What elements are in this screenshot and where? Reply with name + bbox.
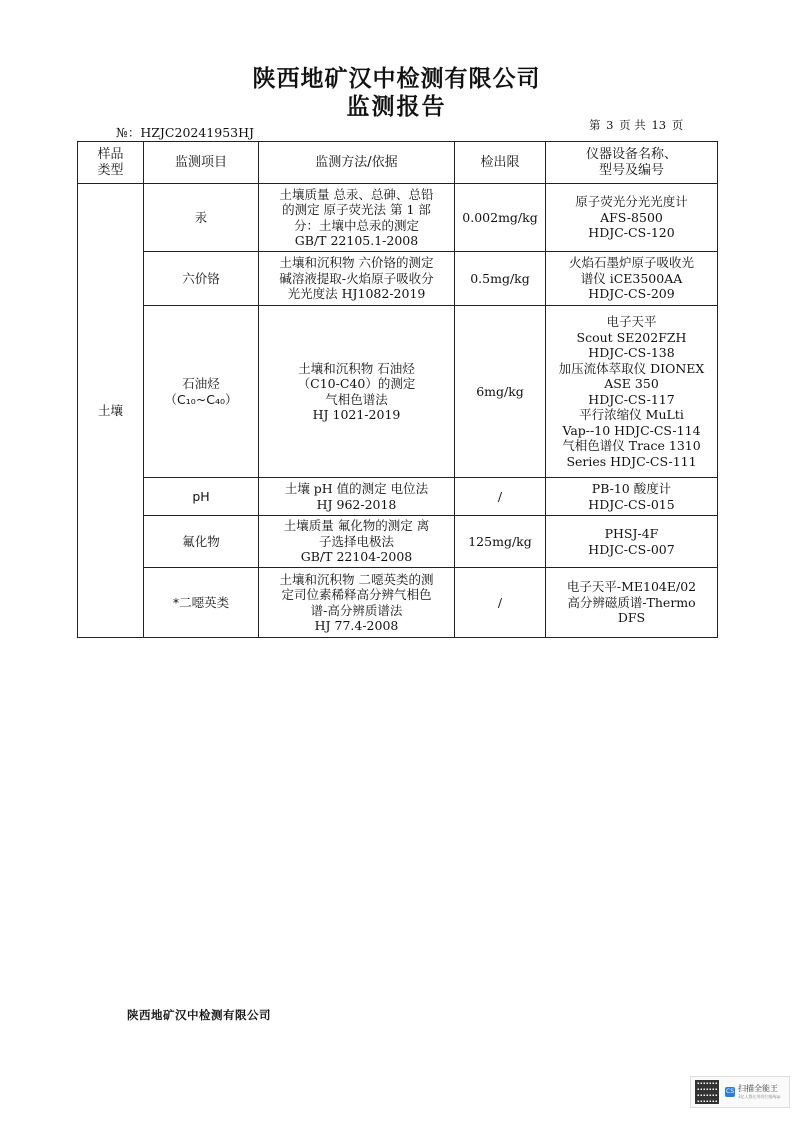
monitoring-method-table xyxy=(77,141,718,638)
method-cell-line: （C10-C40）的测定 xyxy=(297,376,416,391)
item-cell-line: 石油烃 xyxy=(182,376,220,391)
method-cell-line: 分：土壤中总汞的测定 xyxy=(293,217,419,233)
qr-code-icon xyxy=(695,1080,719,1104)
instrument-cell-line: HDJC-CS-015 xyxy=(588,496,675,512)
table-row xyxy=(78,184,718,252)
method-cell-line: HJ 1021-2019 xyxy=(312,407,401,422)
report-title: 监测报告 xyxy=(346,94,447,120)
table-row xyxy=(78,478,718,516)
limit-cell: 0.5mg/kg xyxy=(455,252,546,306)
item-cell-line: 六价铬 xyxy=(182,270,220,286)
table-row xyxy=(78,516,718,568)
company-name: 陕西地矿汉中检测有限公司 xyxy=(252,66,541,92)
method-cell xyxy=(259,478,455,516)
report-number: №：HZJC20241953HJ xyxy=(116,125,255,140)
instrument-cell xyxy=(546,568,718,638)
instrument-cell xyxy=(546,306,718,478)
header-item: 监测项目 xyxy=(144,142,259,184)
instrument-cell-line: 高分辨磁质谱-Thermo xyxy=(567,594,696,610)
scanner-watermark xyxy=(690,1076,790,1108)
item-cell-line: （C₁₀~C₄₀） xyxy=(164,391,238,407)
instrument-cell xyxy=(546,252,718,306)
method-cell-line: 碱溶液提取-火焰原子吸收分 xyxy=(279,270,434,286)
method-cell-line: HJ 77.4-2008 xyxy=(314,618,399,633)
instrument-cell-line: PHSJ-4F xyxy=(604,526,659,541)
instrument-cell xyxy=(546,478,718,516)
item-cell xyxy=(144,568,259,638)
method-cell xyxy=(259,516,455,568)
item-cell xyxy=(144,252,259,306)
limit-cell: / xyxy=(455,568,546,638)
method-cell xyxy=(259,252,455,306)
method-cell-line: 土壤和沉积物 石油烃 xyxy=(298,360,415,376)
item-cell xyxy=(144,478,259,516)
method-cell-line: 定司位素稀释高分辨气相色 xyxy=(281,587,432,602)
instrument-cell-line: ASE 350 xyxy=(604,376,659,391)
instrument-cell xyxy=(546,184,718,252)
instrument-cell-line: HDJC-CS-138 xyxy=(588,345,675,360)
instrument-cell-line: 火焰石墨炉原子吸收光 xyxy=(568,255,694,271)
scanner-tagline: 3亿人都在用的扫描App xyxy=(738,1094,781,1099)
method-cell-line: 土壤质量 总汞、总砷、总铅 xyxy=(279,186,434,202)
instrument-cell-line: Scout SE202FZH xyxy=(576,329,687,345)
header-instrument: 仪器设备名称、 型号及编号 xyxy=(546,142,718,184)
table-row xyxy=(78,306,718,478)
instrument-cell-line: HDJC-CS-120 xyxy=(588,225,675,241)
instrument-cell-line: 原子荧光分光光度计 xyxy=(575,194,688,210)
instrument-cell-line: AFS-8500 xyxy=(600,209,663,225)
item-cell-line: pH xyxy=(192,488,210,504)
header-method: 监测方法/依据 xyxy=(259,142,455,184)
instrument-cell-line: HDJC-CS-117 xyxy=(588,391,675,407)
method-cell xyxy=(259,306,455,478)
scanner-logo-icon: CS xyxy=(726,1088,734,1095)
instrument-cell-line: 电子天平 xyxy=(606,314,657,329)
method-cell xyxy=(259,568,455,638)
method-cell xyxy=(259,184,455,252)
table-row xyxy=(78,568,718,638)
footer-company: 陕西地矿汉中检测有限公司 xyxy=(127,1008,271,1022)
limit-cell: 6mg/kg xyxy=(455,306,546,478)
instrument-cell-line: 平行浓缩仪 MuLti xyxy=(579,407,684,422)
instrument-cell-line: DFS xyxy=(617,610,646,626)
limit-cell: / xyxy=(455,478,546,516)
method-cell-line: 土壤 pH 值的测定 电位法 xyxy=(284,481,429,496)
instrument-cell-line: Vap--10 HDJC-CS-114 xyxy=(562,422,701,438)
instrument-cell-line: 加压流体萃取仪 DIONEX xyxy=(558,360,705,376)
scanner-name: 扫描全能王 xyxy=(738,1084,778,1093)
header-limit: 检出限 xyxy=(455,142,546,184)
method-cell-line: 气相色谱法 xyxy=(325,391,388,407)
method-cell-line: 子选择电极法 xyxy=(318,533,394,549)
item-cell xyxy=(144,306,259,478)
limit-cell: 125mg/kg xyxy=(455,516,546,568)
instrument-cell-line: HDJC-CS-209 xyxy=(588,286,675,302)
method-cell-line: HJ 962-2018 xyxy=(316,496,397,512)
method-cell-line: 的测定 原子荧光法 第 1 部 xyxy=(282,202,431,217)
item-cell-line: 汞 xyxy=(194,209,208,225)
item-cell-line: 氟化物 xyxy=(182,533,220,549)
instrument-cell-line: HDJC-CS-007 xyxy=(588,541,675,557)
item-cell xyxy=(144,516,259,568)
item-cell-line: *二噁英类 xyxy=(172,594,230,610)
item-cell xyxy=(144,184,259,252)
table-row xyxy=(78,252,718,306)
instrument-cell-line: 气相色谱仪 Trace 1310 xyxy=(562,438,701,453)
method-cell-line: 土壤和沉积物 六价铬的测定 xyxy=(279,255,434,271)
header-sample-type: 样品 类型 xyxy=(78,142,144,184)
method-cell-line: 谱-高分辨质谱法 xyxy=(310,602,403,618)
method-cell-line: GB/T 22105.1-2008 xyxy=(294,233,419,248)
instrument-cell-line: Series HDJC-CS-111 xyxy=(566,453,697,469)
method-cell-line: 土壤质量 氟化物的测定 离 xyxy=(283,518,430,534)
instrument-cell-line: PB-10 酸度计 xyxy=(591,481,672,496)
limit-cell: 0.002mg/kg xyxy=(455,184,546,252)
sample-type-cell: 土壤 xyxy=(78,184,144,638)
instrument-cell-line: 电子天平-ME104E/02 xyxy=(566,579,697,595)
page-indicator: 第 3 页 共 13 页 xyxy=(589,118,684,132)
instrument-cell-line: 谱仪 iCE3500AA xyxy=(580,270,683,286)
table-header-row xyxy=(78,142,718,184)
method-cell-line: GB/T 22104-2008 xyxy=(300,549,413,565)
method-cell-line: 光光度法 HJ1082-2019 xyxy=(287,286,426,302)
instrument-cell xyxy=(546,516,718,568)
method-cell-line: 土壤和沉积物 二噁英类的测 xyxy=(279,571,434,587)
